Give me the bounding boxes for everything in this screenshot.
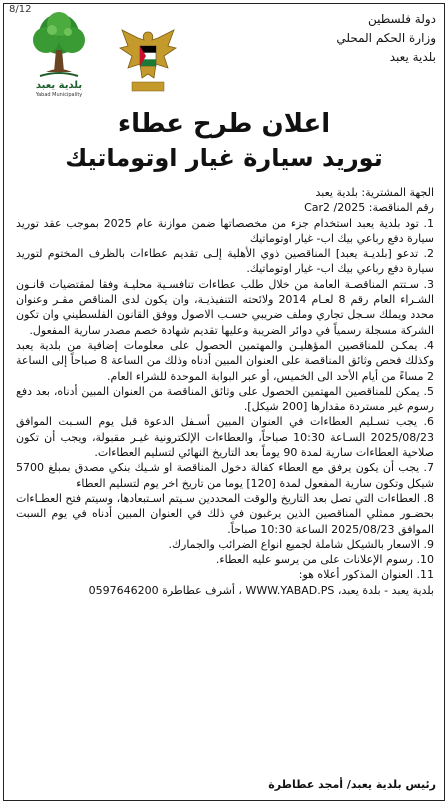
page-number: 8/12 — [9, 4, 32, 15]
letterhead — [306, 10, 436, 67]
signature: رئيس بلدية يعبد/ أمجد عطاطرة — [268, 778, 436, 791]
item-10: 10. رسوم الإعلانات على من يرسو عليه العطاء. — [215, 553, 434, 567]
announcement-body — [16, 185, 434, 598]
item-7: 7. يجب أن يكون يرفق مع العطاء كفالة دخول المناقصة او شـيك بنكي مصدق بمبلغ 5700 شيكل وتكون سارية المفعول لمدة [120] يوما من تاريخ اخر يوم لتسليم العطاء — [16, 461, 434, 490]
state-name: دولة فلسطين — [367, 12, 436, 26]
tender-number: رقم المناقصة: 2025/ Car2 — [304, 201, 434, 215]
logo-name-arabic: بلدية يعبد — [35, 80, 83, 91]
item-8: 8. العطاءات التي تصل بعد التاريخ والوقت المحددين سـيتم اسـتبعادها، وسيتم فتح العطـاءات بحضـور ممثلي المناقصين الذين يرغبون في ذلك في العنوان المبين أدناه في يوم السبت الموافق 2025/08/23 الساعة 10:30 صباحاً. — [16, 491, 434, 536]
item-5: 5. يمكن للمناقصين المهتمين الحصول على وثائق المناقصة من العنوان المبين أدناه، بعد دفع رسوم غير مستردة مقدارها [200 شيكل]. — [16, 384, 434, 414]
tender-subject: توريد سيارة غيار اوتوماتيك — [65, 144, 383, 172]
municipality-name: بلدية يعبد — [389, 50, 436, 64]
ministry-name: وزارة الحكم المحلي — [336, 31, 436, 45]
announcement-title: اعلان طرح عطاء — [117, 109, 331, 139]
palestine-eagle-emblem — [118, 24, 178, 96]
address-line: بلدية يعبد - بلدة يعبد، WWW.YABAD.PS ، أشرف عطاطرة 0597646200 — [88, 583, 434, 597]
item-9: 9. الاسعار بالشيكل شاملة لجميع انواع الضرائب والجمارك. — [168, 537, 434, 551]
item-6: 6. يجب تسـليم العطاءات في العنوان المبين أسـفل الدعوة قبل يوم السـبت الموافق 2025/08/23 السـاعة 10:30 صباحاً، والعطاءات الإلكترونية غيـر مقبولة، ويجب أن تكون صلاحية العطاءات سارية لمدة 90 يوماً بعد التاريخ النهائي لتسليم العطاءات. — [16, 415, 434, 460]
item-1: 1. تود بلدية يعبد استخدام جزء من مخصصاتها ضمن موازنة عام 2025 بموجب عقد توريد سيارة دفع رباعي بيك اب- غيار اوتوماتيك — [16, 216, 434, 245]
logo-name-english: Yabad Municipality — [35, 92, 83, 98]
yabad-municipality-logo — [26, 10, 92, 84]
item-4: 4. يمكـن للمناقصين المؤهليـن والمهتمين الحصول على معلومات إضافية من بلدية يعبد وكذلك فحص وثائق المناقصة على العنوان المبين أدناه وذلك من الساعة 8 صباحاً إلى الساعة 2 مساءً من أيام الأحد الى الخميس، أو عبر البوابة الموحدة للشراء العام. — [16, 338, 435, 383]
item-11: 11. العنوان المذكور أعلاه هو: — [298, 568, 434, 582]
item-2: 2. تدعو [بلديـة يعبد] المناقصين ذوي الأهلية إلـى تقديم عطاءات بالظرف المختوم لتوريد سيارة دفع رباعي بيك اب- غيار اوتوماتيك. — [16, 247, 434, 276]
item-3: 3. سـتتم المناقصـة العامة من خلال طلب عطاءات تنافسـية محليـة وفقا لمقتضيات قانـون الشـراء العام رقم 8 لعـام 2014 ولائحته التنفيذيـة، وان يكون لدى المناقص مقـر وعنوان محدد ويملك سـجل تجاري وملف ضريبي حسـب الاصول ووفق القانون الفلسطيني وان تكون الشركة مسجلة رسمياً في دوائر الضريبة وعليها تقديم شهادة خصم مصدر سارية المفعول. — [16, 277, 434, 337]
purchasing-entity: الجهة المشترية: بلدية يعبد — [315, 186, 434, 199]
